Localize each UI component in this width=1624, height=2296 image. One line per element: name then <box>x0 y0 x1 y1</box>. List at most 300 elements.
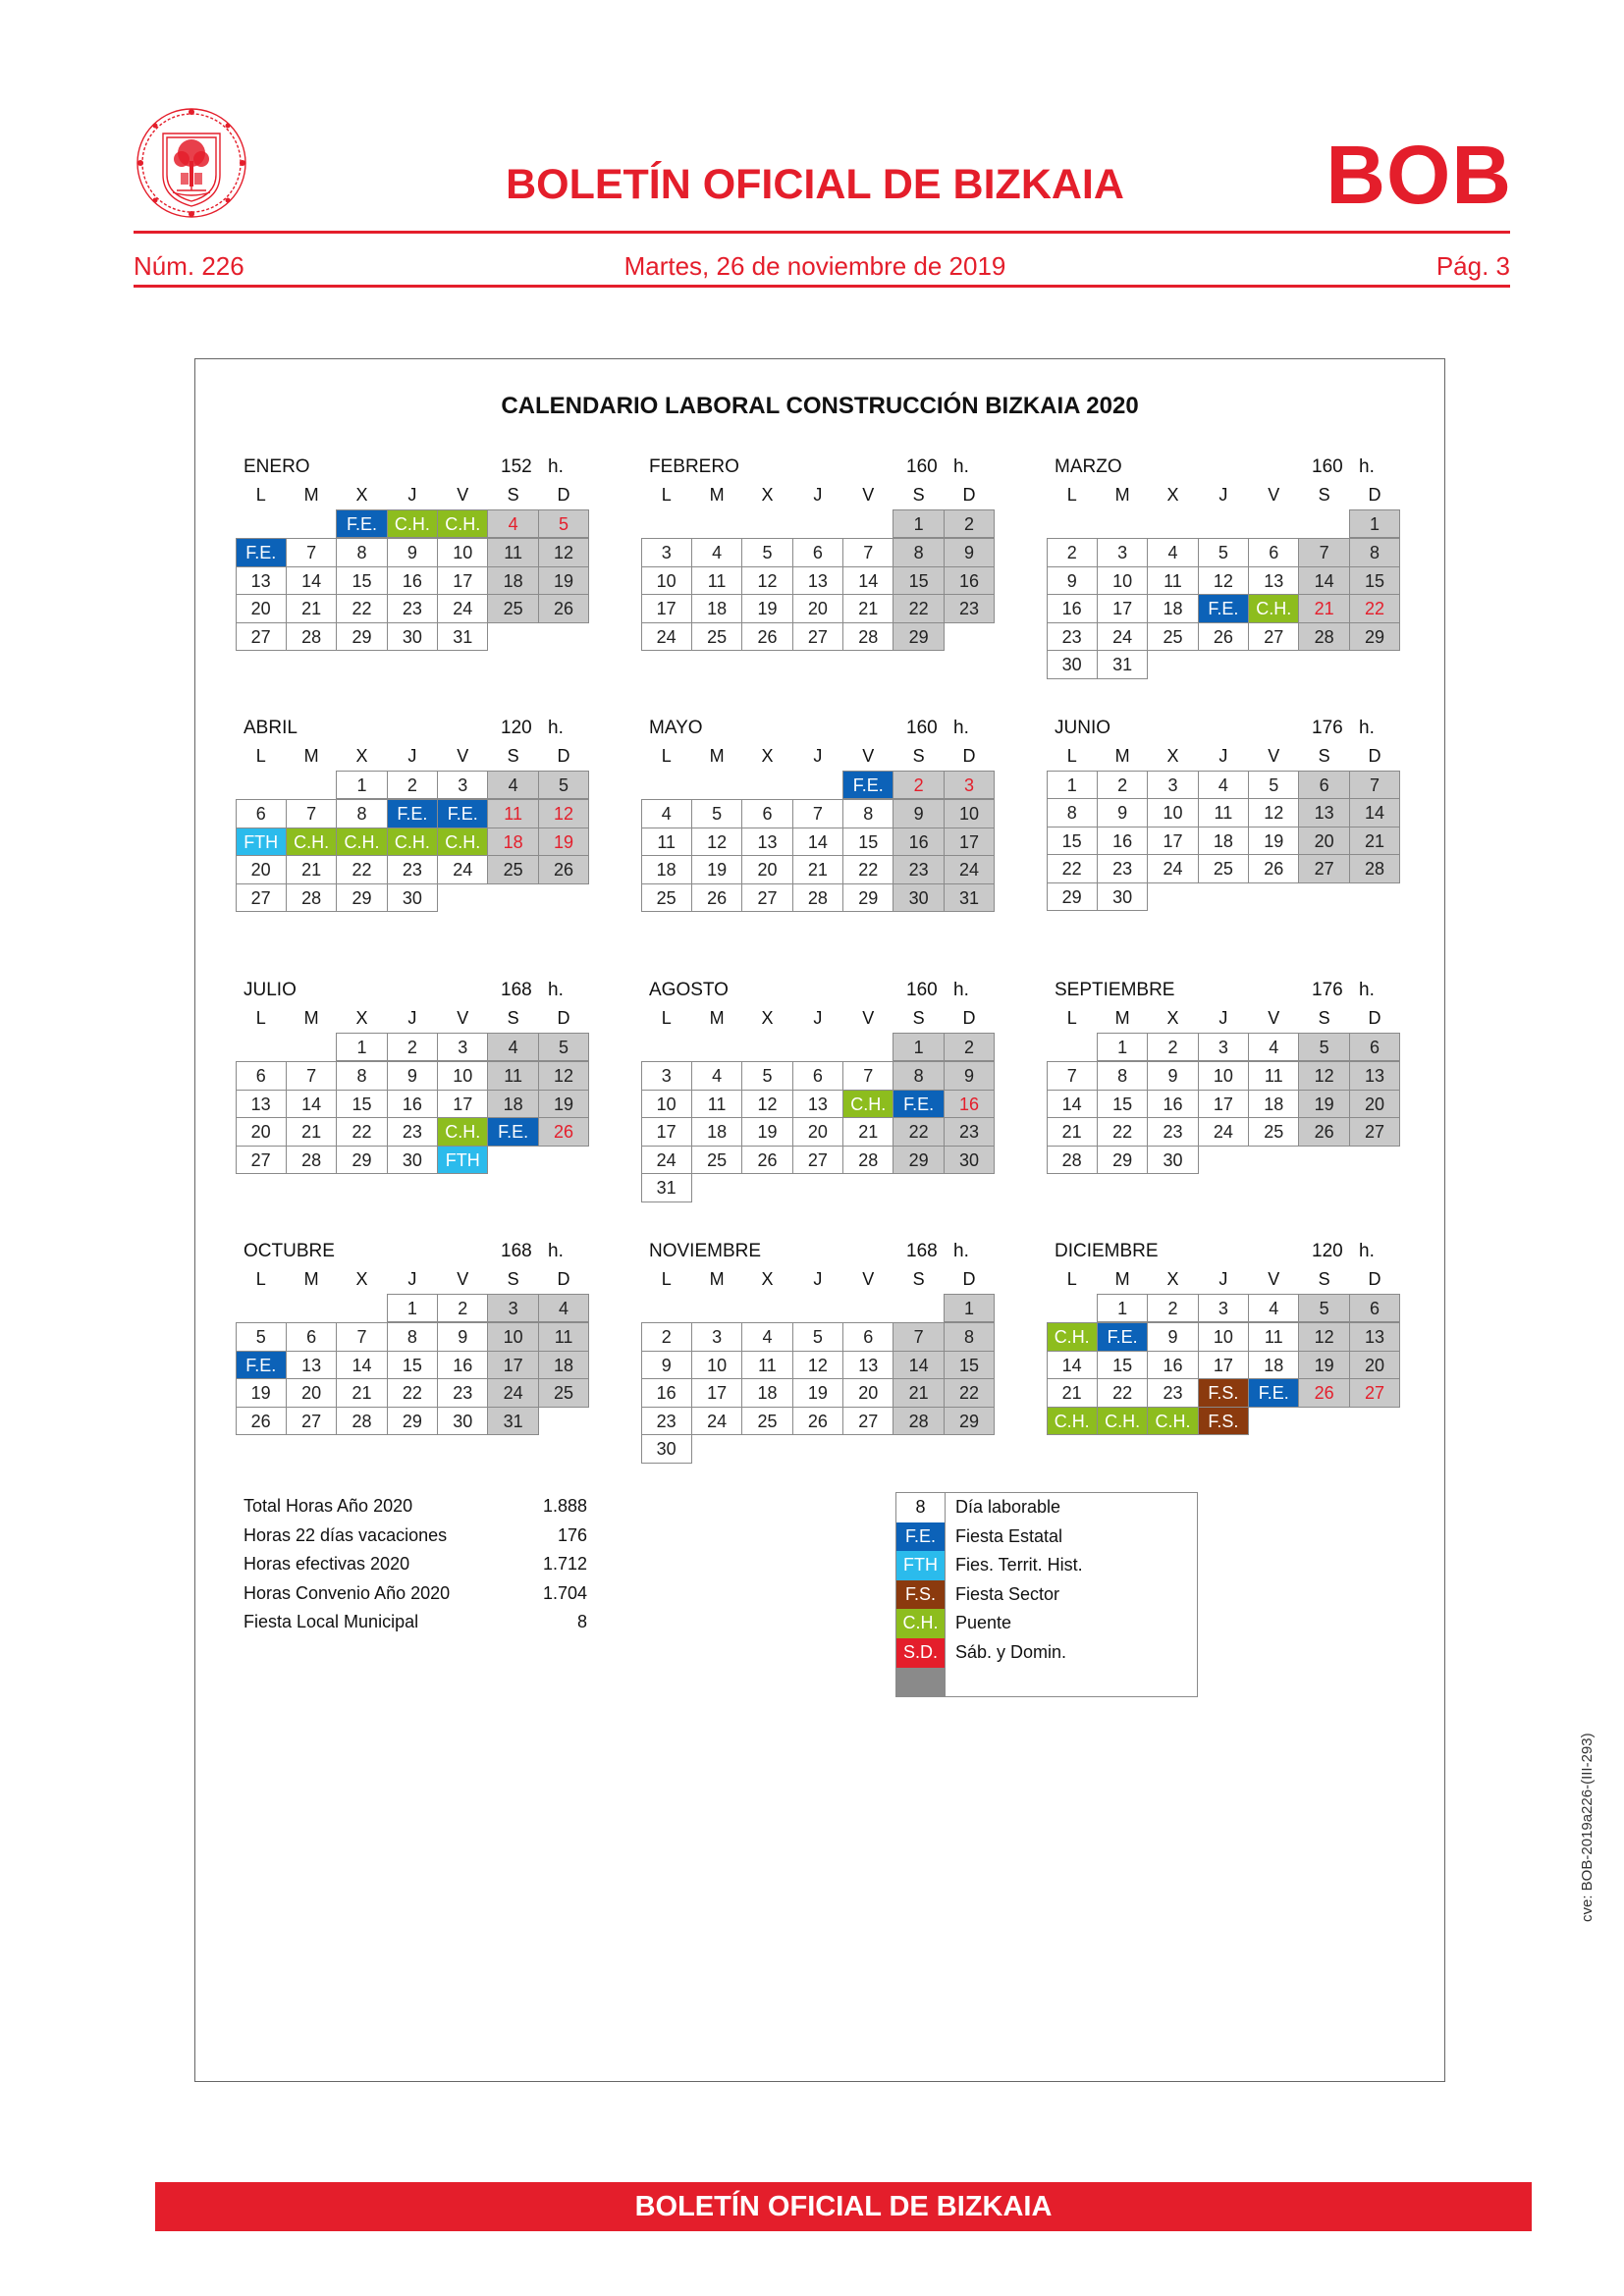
day-cell: C.H. <box>336 828 387 857</box>
day-cell: 7 <box>842 538 893 567</box>
day-cell: 11 <box>538 1322 589 1352</box>
empty-day-cell <box>792 1435 842 1465</box>
day-cell: 29 <box>336 622 387 652</box>
month-name: ABRIL <box>244 718 298 738</box>
empty-day-cell <box>944 1435 994 1465</box>
month-grid <box>236 1004 589 1175</box>
empty-day-cell <box>843 509 893 539</box>
day-cell: 27 <box>236 622 287 652</box>
month-hours: 176 <box>1312 980 1343 1000</box>
day-cell: 28 <box>842 622 893 652</box>
day-cell: 30 <box>1047 650 1098 679</box>
day-cell: 8 <box>842 799 893 828</box>
day-cell: 6 <box>1248 538 1299 567</box>
day-cell: 24 <box>641 1146 692 1175</box>
weekday-header: X <box>355 485 368 505</box>
weekday-header: V <box>1268 485 1280 505</box>
day-cell: 2 <box>1097 771 1148 800</box>
day-cell: 7 <box>842 1061 893 1091</box>
day-cell: 12 <box>741 1090 792 1119</box>
day-cell: 10 <box>691 1351 742 1380</box>
weekday-header: S <box>912 485 925 505</box>
day-cell: 2 <box>437 1294 488 1323</box>
day-cell: 11 <box>487 799 538 828</box>
day-cell: 8 <box>336 1061 387 1091</box>
day-cell: 17 <box>1147 827 1198 856</box>
empty-day-cell <box>641 1033 691 1062</box>
day-cell: 16 <box>1047 594 1098 623</box>
month-calendar <box>1047 454 1400 679</box>
weekday-header: X <box>761 746 774 766</box>
day-cell: 11 <box>691 566 742 596</box>
weekday-header: L <box>661 1008 672 1028</box>
empty-day-cell <box>893 1294 944 1323</box>
day-cell: 27 <box>1349 1378 1400 1408</box>
page-number: Pág. 3 <box>1435 251 1510 281</box>
day-cell: 31 <box>944 883 995 913</box>
day-cell: 22 <box>893 594 944 623</box>
weekday-header: J <box>813 485 823 505</box>
day-cell: 15 <box>842 828 893 857</box>
day-cell: F.E. <box>893 1090 944 1119</box>
weekday-header: S <box>1318 746 1330 766</box>
weekday-header: L <box>1066 746 1077 766</box>
month-header <box>1047 715 1400 742</box>
day-cell: 23 <box>387 594 438 623</box>
empty-day-cell <box>691 771 741 800</box>
empty-day-cell <box>792 1294 842 1323</box>
empty-day-cell <box>488 622 538 652</box>
day-cell: FTH <box>236 828 287 857</box>
day-cell: 12 <box>1198 566 1249 596</box>
weekday-header: D <box>962 1008 976 1028</box>
weekday-header: S <box>507 485 519 505</box>
weekday-header: M <box>303 746 319 766</box>
empty-day-cell <box>742 509 792 539</box>
weekday-header: X <box>761 1008 774 1028</box>
empty-day-cell <box>1349 882 1399 912</box>
day-cell: 5 <box>1298 1033 1349 1062</box>
hours-summary <box>244 1492 587 1637</box>
legend-swatch: C.H. <box>896 1609 946 1638</box>
summary-row <box>244 1550 587 1579</box>
day-cell: 15 <box>1349 566 1400 596</box>
day-cell: 29 <box>336 883 387 913</box>
weekday-header: M <box>709 1269 725 1289</box>
day-cell: C.H. <box>1248 594 1299 623</box>
day-cell: 1 <box>1097 1033 1148 1062</box>
weekday-header: S <box>1318 1008 1330 1028</box>
weekday-header: X <box>761 1269 774 1289</box>
empty-day-cell <box>1249 882 1299 912</box>
day-cell: 26 <box>538 594 589 623</box>
empty-day-cell <box>742 1033 792 1062</box>
day-cell: 28 <box>1047 1146 1098 1175</box>
day-cell: C.H. <box>437 828 488 857</box>
day-cell: 17 <box>691 1378 742 1408</box>
day-cell: 17 <box>437 1090 488 1119</box>
empty-day-cell <box>893 1174 944 1203</box>
day-cell: F.E. <box>1198 594 1249 623</box>
month-name: DICIEMBRE <box>1055 1241 1159 1261</box>
month-grid <box>1047 1004 1400 1175</box>
legend-label: Fiesta Estatal <box>955 1525 1063 1546</box>
day-cell: 21 <box>286 594 337 623</box>
month-grid <box>641 481 995 652</box>
empty-day-cell <box>944 622 994 652</box>
empty-day-cell <box>1249 509 1299 539</box>
month-name: NOVIEMBRE <box>649 1241 762 1261</box>
month-hours: 120 <box>1312 1241 1343 1261</box>
day-cell: 11 <box>1248 1322 1299 1352</box>
issue-date: Martes, 26 de noviembre de 2019 <box>623 251 1006 281</box>
month-grid <box>1047 1265 1400 1436</box>
day-cell: 25 <box>691 622 742 652</box>
day-cell: 20 <box>842 1378 893 1408</box>
day-cell: 27 <box>1349 1117 1400 1147</box>
empty-day-cell <box>792 771 842 800</box>
day-cell: 11 <box>487 1061 538 1091</box>
day-cell: 12 <box>538 799 589 828</box>
empty-day-cell <box>1349 1146 1399 1175</box>
day-cell: 16 <box>641 1378 692 1408</box>
day-cell: 26 <box>1298 1117 1349 1147</box>
day-cell: 29 <box>893 622 944 652</box>
day-cell: 28 <box>286 1146 337 1175</box>
legend-label: Fiesta Sector <box>955 1583 1060 1604</box>
summary-value: 1.712 <box>542 1554 587 1575</box>
day-cell: 8 <box>336 538 387 567</box>
day-cell: 15 <box>336 1090 387 1119</box>
weekday-header: D <box>1368 1269 1381 1289</box>
day-cell: 28 <box>286 883 337 913</box>
day-cell: F.E. <box>387 799 438 828</box>
weekday-header: J <box>1218 1269 1228 1289</box>
day-cell: 5 <box>1198 538 1249 567</box>
day-cell: 26 <box>538 855 589 884</box>
day-cell: 22 <box>336 855 387 884</box>
day-cell: 31 <box>641 1173 692 1202</box>
day-cell: 28 <box>893 1407 944 1436</box>
day-cell: 20 <box>1298 827 1349 856</box>
day-cell: 5 <box>538 509 589 539</box>
day-cell: 25 <box>641 883 692 913</box>
empty-day-cell <box>792 1174 842 1203</box>
calendar-title: CALENDARIO LABORAL CONSTRUCCIÓN BIZKAIA 2020 <box>501 393 1139 419</box>
day-cell: 30 <box>437 1407 488 1436</box>
day-cell: 24 <box>1097 622 1148 652</box>
empty-day-cell <box>538 1146 588 1175</box>
day-cell: 1 <box>893 1033 944 1062</box>
day-cell: F.E. <box>842 771 893 800</box>
month-name: JUNIO <box>1055 718 1110 738</box>
day-cell: 19 <box>538 828 589 857</box>
day-cell: 9 <box>641 1351 692 1380</box>
weekday-header: V <box>862 485 875 505</box>
day-cell: 7 <box>286 1061 337 1091</box>
day-cell: 2 <box>387 1033 438 1062</box>
day-cell: 3 <box>944 771 995 800</box>
day-cell: 3 <box>691 1322 742 1352</box>
weekday-header: M <box>1114 1008 1130 1028</box>
weekday-header: D <box>557 1269 570 1289</box>
weekday-header: J <box>407 746 417 766</box>
empty-day-cell <box>286 509 336 539</box>
empty-day-cell <box>1349 651 1399 680</box>
day-cell: 23 <box>1097 854 1148 883</box>
empty-day-cell <box>792 1033 842 1062</box>
day-cell: 20 <box>236 594 287 623</box>
day-cell: 8 <box>944 1322 995 1352</box>
day-cell: 9 <box>1047 566 1098 596</box>
month-name: MARZO <box>1055 456 1122 477</box>
day-cell: C.H. <box>437 509 488 539</box>
day-cell: 25 <box>1147 622 1198 652</box>
day-cell: 21 <box>286 855 337 884</box>
empty-day-cell <box>236 1033 286 1062</box>
month-hours-unit: h. <box>548 718 564 738</box>
empty-day-cell <box>1249 1146 1299 1175</box>
day-cell: 19 <box>1248 827 1299 856</box>
month-hours: 168 <box>906 1241 938 1261</box>
empty-day-cell <box>641 509 691 539</box>
day-cell: 23 <box>944 594 995 623</box>
day-cell: 28 <box>336 1407 387 1436</box>
day-cell: 21 <box>842 594 893 623</box>
day-cell: 9 <box>1097 798 1148 828</box>
day-cell: 26 <box>236 1407 287 1436</box>
month-grid <box>1047 742 1400 912</box>
day-cell: 4 <box>538 1294 589 1323</box>
day-cell: 25 <box>487 855 538 884</box>
weekday-header: X <box>355 1269 368 1289</box>
day-cell: 23 <box>387 1117 438 1147</box>
header-rule-top <box>134 231 1510 234</box>
empty-day-cell <box>236 509 286 539</box>
day-cell: 6 <box>1349 1033 1400 1062</box>
day-cell: 17 <box>1097 594 1148 623</box>
weekday-header: J <box>813 1008 823 1028</box>
day-cell: 19 <box>741 1117 792 1147</box>
legend-swatch: F.S. <box>896 1580 946 1610</box>
legend-row <box>896 1609 1197 1638</box>
day-cell: 29 <box>1097 1146 1148 1175</box>
month-hours: 168 <box>501 980 532 1000</box>
day-cell: 29 <box>336 1146 387 1175</box>
month-header <box>641 1238 995 1265</box>
day-cell: 3 <box>1198 1033 1249 1062</box>
weekday-header: J <box>407 485 417 505</box>
legend-swatch <box>896 1668 946 1697</box>
day-cell: C.H. <box>1047 1322 1098 1352</box>
empty-day-cell <box>1047 1294 1097 1323</box>
summary-label: Horas 22 días vacaciones <box>244 1524 448 1545</box>
legend-label <box>946 1668 955 1697</box>
weekday-header: X <box>355 1008 368 1028</box>
month-hours: 152 <box>501 456 532 477</box>
day-cell: 20 <box>1349 1351 1400 1380</box>
empty-day-cell <box>691 1033 741 1062</box>
month-calendar <box>641 1238 995 1464</box>
legend-row <box>896 1551 1197 1580</box>
day-cell: 26 <box>1198 622 1249 652</box>
weekday-header: L <box>661 746 672 766</box>
month-hours-unit: h. <box>548 980 564 1000</box>
day-cell: 26 <box>1248 854 1299 883</box>
month-header <box>641 715 995 742</box>
day-cell: C.H. <box>286 828 337 857</box>
day-cell: 11 <box>641 828 692 857</box>
month-grid <box>236 1265 589 1436</box>
weekday-header: V <box>1268 1008 1280 1028</box>
day-cell: 15 <box>1097 1351 1148 1380</box>
day-cell: 4 <box>1198 771 1249 800</box>
empty-day-cell <box>1249 1407 1299 1436</box>
day-cell: F.E. <box>437 799 488 828</box>
day-cell: 11 <box>1147 566 1198 596</box>
day-cell: F.S. <box>1198 1378 1249 1408</box>
day-cell: 31 <box>437 622 488 652</box>
day-cell: 25 <box>487 594 538 623</box>
day-cell: C.H. <box>387 509 438 539</box>
day-cell: 13 <box>741 828 792 857</box>
weekday-header: M <box>709 485 725 505</box>
month-header <box>641 977 995 1004</box>
cve-code: cve: BOB-2019a226-(III-293) <box>1579 1733 1596 1922</box>
day-cell: 25 <box>1248 1117 1299 1147</box>
month-header <box>641 454 995 481</box>
day-cell: 15 <box>1047 827 1098 856</box>
day-cell: 26 <box>691 883 742 913</box>
day-cell: FTH <box>437 1146 488 1175</box>
day-cell: 30 <box>641 1434 692 1464</box>
empty-day-cell <box>1047 509 1097 539</box>
empty-day-cell <box>337 1294 387 1323</box>
day-cell: 13 <box>1349 1322 1400 1352</box>
day-cell: 10 <box>944 799 995 828</box>
day-cell: 13 <box>286 1351 337 1380</box>
day-cell: 8 <box>1047 798 1098 828</box>
empty-day-cell <box>438 883 488 913</box>
day-cell: 29 <box>387 1407 438 1436</box>
day-cell: 30 <box>387 622 438 652</box>
day-cell: 23 <box>944 1117 995 1147</box>
weekday-header: V <box>862 1269 875 1289</box>
weekday-header: V <box>457 485 469 505</box>
month-hours: 160 <box>906 718 938 738</box>
day-cell: 10 <box>437 1061 488 1091</box>
summary-value: 176 <box>557 1524 587 1545</box>
day-cell: 1 <box>1097 1294 1148 1323</box>
day-cell: 12 <box>538 538 589 567</box>
day-cell: 8 <box>1349 538 1400 567</box>
day-cell: 31 <box>1097 650 1148 679</box>
month-grid <box>236 742 589 913</box>
day-cell: 14 <box>893 1351 944 1380</box>
day-cell: 27 <box>236 883 287 913</box>
day-cell: 6 <box>792 1061 843 1091</box>
day-cell: 20 <box>792 594 843 623</box>
weekday-header: M <box>1114 485 1130 505</box>
day-cell: 25 <box>691 1146 742 1175</box>
day-cell: 10 <box>641 1090 692 1119</box>
day-cell: 27 <box>236 1146 287 1175</box>
empty-day-cell <box>1349 1407 1399 1436</box>
day-cell: 13 <box>792 566 843 596</box>
day-cell: 7 <box>792 799 843 828</box>
day-cell: 2 <box>1147 1294 1198 1323</box>
day-cell: 23 <box>1047 622 1098 652</box>
day-cell: 26 <box>538 1117 589 1147</box>
legend-row <box>896 1580 1197 1610</box>
day-cell: 10 <box>1147 798 1198 828</box>
weekday-header: J <box>1218 485 1228 505</box>
day-cell: 6 <box>741 799 792 828</box>
month-calendar <box>236 1238 589 1436</box>
day-cell: 19 <box>741 594 792 623</box>
day-cell: 12 <box>741 566 792 596</box>
month-calendar <box>1047 977 1400 1175</box>
day-cell: 22 <box>1097 1117 1148 1147</box>
summary-row <box>244 1608 587 1637</box>
day-cell: 6 <box>286 1322 337 1352</box>
legend-label: Puente <box>955 1613 1012 1633</box>
day-cell: 15 <box>893 566 944 596</box>
weekday-header: J <box>813 1269 823 1289</box>
day-cell: C.H. <box>1047 1407 1098 1436</box>
day-cell: 1 <box>944 1294 995 1323</box>
day-cell: 24 <box>641 622 692 652</box>
day-cell: 14 <box>286 566 337 596</box>
day-cell: 26 <box>792 1407 843 1436</box>
day-cell: 7 <box>336 1322 387 1352</box>
day-cell: 11 <box>1198 798 1249 828</box>
day-cell: 22 <box>387 1378 438 1408</box>
weekday-header: J <box>813 746 823 766</box>
day-cell: 3 <box>641 1061 692 1091</box>
day-cell: 9 <box>437 1322 488 1352</box>
day-cell: 2 <box>1147 1033 1198 1062</box>
day-cell: 5 <box>792 1322 843 1352</box>
weekday-header: V <box>862 746 875 766</box>
month-grid <box>641 742 995 912</box>
month-name: ENERO <box>244 456 310 477</box>
day-cell: 8 <box>893 1061 944 1091</box>
day-cell: 4 <box>487 509 538 539</box>
day-cell: 6 <box>1298 771 1349 800</box>
month-hours-unit: h. <box>1359 980 1375 1000</box>
day-cell: 22 <box>893 1117 944 1147</box>
day-cell: 17 <box>1198 1351 1249 1380</box>
empty-day-cell <box>1148 509 1198 539</box>
day-cell: 12 <box>1298 1322 1349 1352</box>
bizkaia-seal-logo <box>134 104 249 222</box>
month-hours-unit: h. <box>1359 718 1375 738</box>
day-cell: 1 <box>1349 509 1400 539</box>
day-cell: 24 <box>487 1378 538 1408</box>
day-cell: 20 <box>1349 1090 1400 1119</box>
day-cell: 17 <box>487 1351 538 1380</box>
day-cell: 6 <box>842 1322 893 1352</box>
summary-value: 1.888 <box>542 1496 587 1516</box>
month-calendar <box>1047 715 1400 912</box>
header-rule-bottom <box>134 285 1510 288</box>
month-hours: 168 <box>501 1241 532 1261</box>
day-cell: 16 <box>944 1090 995 1119</box>
weekday-header: M <box>709 1008 725 1028</box>
summary-row <box>244 1579 587 1609</box>
day-cell: 23 <box>1147 1117 1198 1147</box>
